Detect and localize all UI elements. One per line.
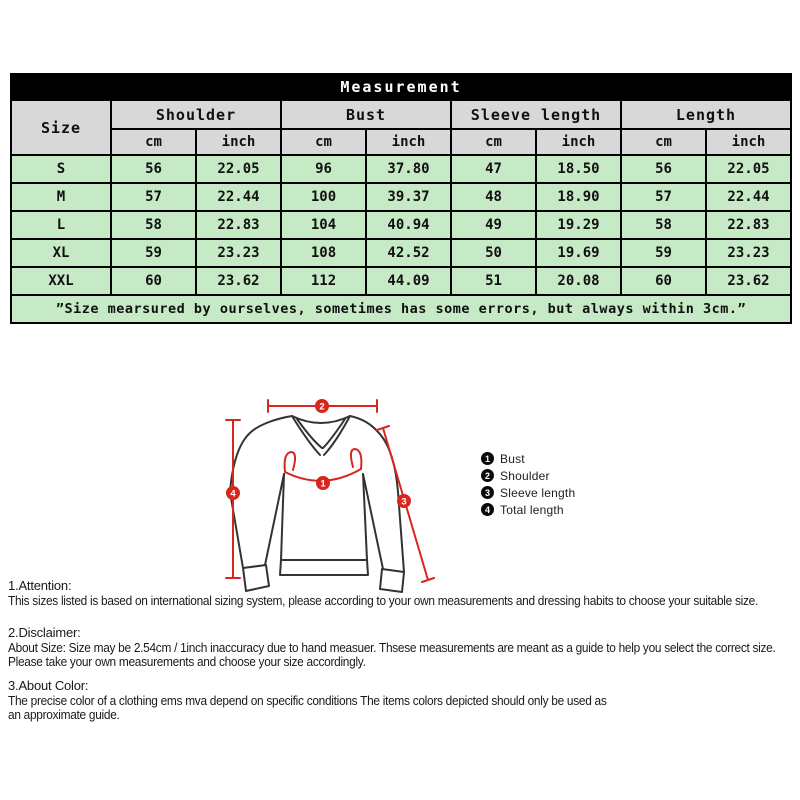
about-color-body-line-2: an approximate guide. (8, 708, 120, 722)
unit-header: inch (536, 129, 621, 155)
table-group-header-row (11, 100, 791, 129)
value-cell: 100 (281, 183, 366, 211)
measurement-diagram (0, 390, 800, 595)
value-cell: 58 (111, 211, 196, 239)
value-cell: 37.80 (366, 155, 451, 183)
unit-header: inch (366, 129, 451, 155)
value-cell: 22.05 (706, 155, 791, 183)
value-cell: 22.44 (196, 183, 281, 211)
legend-label: Shoulder (500, 468, 550, 483)
disclaimer-body-line-2: Please take your own measurements and choose your size accordingly. (8, 655, 366, 669)
value-cell: 51 (451, 267, 536, 295)
legend-item-sleeve-length (481, 486, 575, 499)
value-cell: 23.62 (196, 267, 281, 295)
value-cell: 59 (111, 239, 196, 267)
circled-4-icon: 4 (481, 503, 494, 516)
value-cell: 44.09 (366, 267, 451, 295)
group-header-shoulder: Shoulder (111, 100, 281, 129)
circled-1-icon: 1 (481, 452, 494, 465)
legend-item-total-length (481, 503, 575, 516)
value-cell: 56 (111, 155, 196, 183)
sweater-diagram (0, 390, 800, 595)
value-cell: 59 (621, 239, 706, 267)
size-cell: L (11, 211, 111, 239)
sleeve-marker-num: 3 (401, 496, 407, 508)
attention-heading: 1.Attention: (8, 578, 72, 593)
value-cell: 56 (621, 155, 706, 183)
disclaimer-body-line-1: About Size: Size may be 2.54cm / 1inch inaccuracy due to hand measuer. Thsese measurements are meant as a guide to help you select the correct size. (8, 640, 776, 655)
value-cell: 18.50 (536, 155, 621, 183)
value-cell: 60 (111, 267, 196, 295)
value-cell: 57 (111, 183, 196, 211)
value-cell: 23.23 (706, 239, 791, 267)
value-cell: 48 (451, 183, 536, 211)
value-cell: 19.69 (536, 239, 621, 267)
value-cell: 18.90 (536, 183, 621, 211)
table-row-l (11, 211, 791, 239)
table-unit-header-row (11, 129, 791, 155)
value-cell: 50 (451, 239, 536, 267)
diagram-legend (481, 452, 575, 520)
value-cell: 42.52 (366, 239, 451, 267)
bust-marker-num: 1 (320, 478, 326, 490)
value-cell: 40.94 (366, 211, 451, 239)
disclaimer-heading: 2.Disclaimer: (8, 624, 81, 640)
value-cell: 104 (281, 211, 366, 239)
value-cell: 23.23 (196, 239, 281, 267)
size-cell: XXL (11, 267, 111, 295)
legend-label: Bust (500, 451, 525, 466)
legend-label: Sleeve length (500, 485, 576, 500)
value-cell: 19.29 (536, 211, 621, 239)
value-cell: 47 (451, 155, 536, 183)
value-cell: 58 (621, 211, 706, 239)
size-cell: M (11, 183, 111, 211)
table-row-xxl (11, 267, 791, 295)
notes-section (8, 578, 800, 739)
about-color-body-line-1: The precise color of a clothing ems mva depend on specific conditions The items colors depicted should only be used as (8, 693, 607, 708)
length-marker-num: 4 (230, 488, 236, 500)
table-note-row (11, 295, 791, 323)
circled-2-icon: 2 (481, 469, 494, 482)
table-row-m (11, 183, 791, 211)
value-cell: 96 (281, 155, 366, 183)
group-header-sleeve-length: Sleeve length (451, 100, 621, 129)
value-cell: 60 (621, 267, 706, 295)
legend-label: Total length (500, 502, 564, 517)
value-cell: 23.62 (706, 267, 791, 295)
legend-item-shoulder (481, 469, 575, 482)
bust-right-loop (351, 449, 361, 469)
table-row-s (11, 155, 791, 183)
attention-body: This sizes listed is based on international sizing system, please according to your own measurements and dressing habits to choose your suitable size. (8, 594, 758, 608)
value-cell: 39.37 (366, 183, 451, 211)
circled-3-icon: 3 (481, 486, 494, 499)
attention-note (8, 578, 800, 609)
unit-header: inch (706, 129, 791, 155)
size-cell: XL (11, 239, 111, 267)
unit-header: cm (451, 129, 536, 155)
shoulder-marker-num: 2 (319, 401, 325, 413)
legend-item-bust (481, 452, 575, 465)
table-title-row (11, 74, 791, 100)
disclaimer-note (8, 625, 800, 670)
value-cell: 49 (451, 211, 536, 239)
unit-header: cm (281, 129, 366, 155)
about-color-heading: 3.About Color: (8, 677, 89, 693)
unit-header: inch (196, 129, 281, 155)
table-title: Measurement (11, 74, 791, 100)
table-row-xl (11, 239, 791, 267)
measurement-table (10, 73, 792, 324)
value-cell: 57 (621, 183, 706, 211)
unit-header: cm (111, 129, 196, 155)
sweater-outline (230, 416, 407, 592)
value-cell: 112 (281, 267, 366, 295)
value-cell: 22.83 (706, 211, 791, 239)
value-cell: 22.05 (196, 155, 281, 183)
bust-left-loop (285, 452, 295, 472)
group-header-bust: Bust (281, 100, 451, 129)
size-column-header: Size (11, 100, 111, 155)
size-cell: S (11, 155, 111, 183)
group-header-length: Length (621, 100, 791, 129)
unit-header: cm (621, 129, 706, 155)
measurement-disclaimer-note: ”Size mearsured by ourselves, sometimes has some errors, but always within 3cm.” (11, 295, 791, 323)
value-cell: 108 (281, 239, 366, 267)
value-cell: 22.83 (196, 211, 281, 239)
about-color-note (8, 678, 800, 723)
value-cell: 20.08 (536, 267, 621, 295)
value-cell: 22.44 (706, 183, 791, 211)
